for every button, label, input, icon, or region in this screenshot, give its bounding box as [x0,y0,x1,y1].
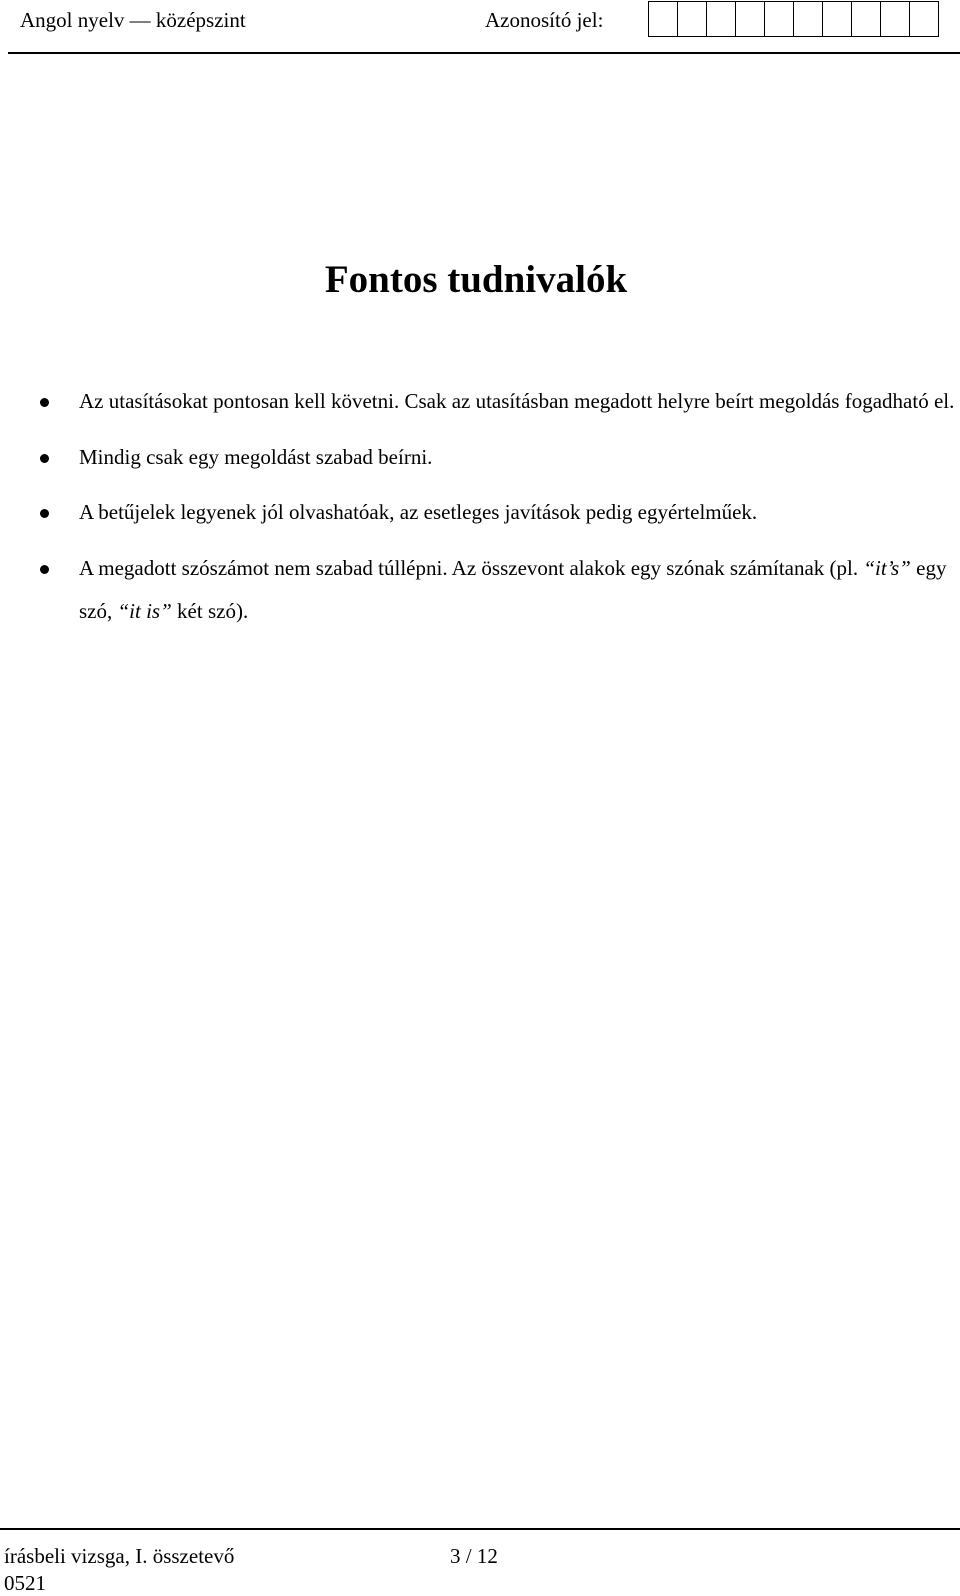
text-before: A megadott szószámot nem szabad túllépni. Az összevont alakok egy szónak számítanak (pl. [79,555,864,580]
id-box[interactable] [706,1,736,37]
id-box[interactable] [677,1,707,37]
id-box[interactable] [735,1,765,37]
page-number: 3 / 12 [450,1544,498,1568]
id-box[interactable] [648,1,678,37]
id-label: Azonosító jel: [485,8,604,32]
instructions-list [30,380,960,646]
list-item [30,491,960,535]
bullet-icon [40,398,49,407]
bullet-icon [40,509,49,518]
id-box[interactable] [880,1,910,37]
list-item [30,436,960,480]
page-title: Fontos tudnivalók [324,258,628,301]
list-item-text: A betűjelek legyenek jól olvashatóak, az esetleges javítások pedig egyértelműek. [79,500,758,524]
text-after: két szó). [171,599,249,623]
list-item [30,547,960,634]
id-box[interactable] [793,1,823,37]
bullet-icon [40,565,49,574]
id-box[interactable] [909,1,939,37]
id-box[interactable] [764,1,794,37]
example-contraction: “it’s” [863,555,911,580]
example-expanded: “it is” [117,599,172,623]
page-header [0,0,960,56]
list-item-text: Mindig csak egy megoldást szabad beírni. [79,444,433,469]
subject-level-label: Angol nyelv — középszint [20,8,246,32]
id-box[interactable] [822,1,852,37]
id-boxes [648,1,939,37]
exam-code: 0521 [4,1571,46,1595]
list-item-text [79,547,960,634]
list-item [30,380,960,424]
footer-divider [0,1528,960,1530]
bullet-icon [40,454,49,463]
exam-part-label: írásbeli vizsga, I. összetevő [4,1544,235,1568]
text-middle: egy szó, [79,555,947,623]
header-divider [8,52,960,54]
id-box[interactable] [851,1,881,37]
list-item-text: Az utasításokat pontosan kell követni. Csak az utasításban megadott helyre beírt megoldás fogadható el. [79,389,955,413]
